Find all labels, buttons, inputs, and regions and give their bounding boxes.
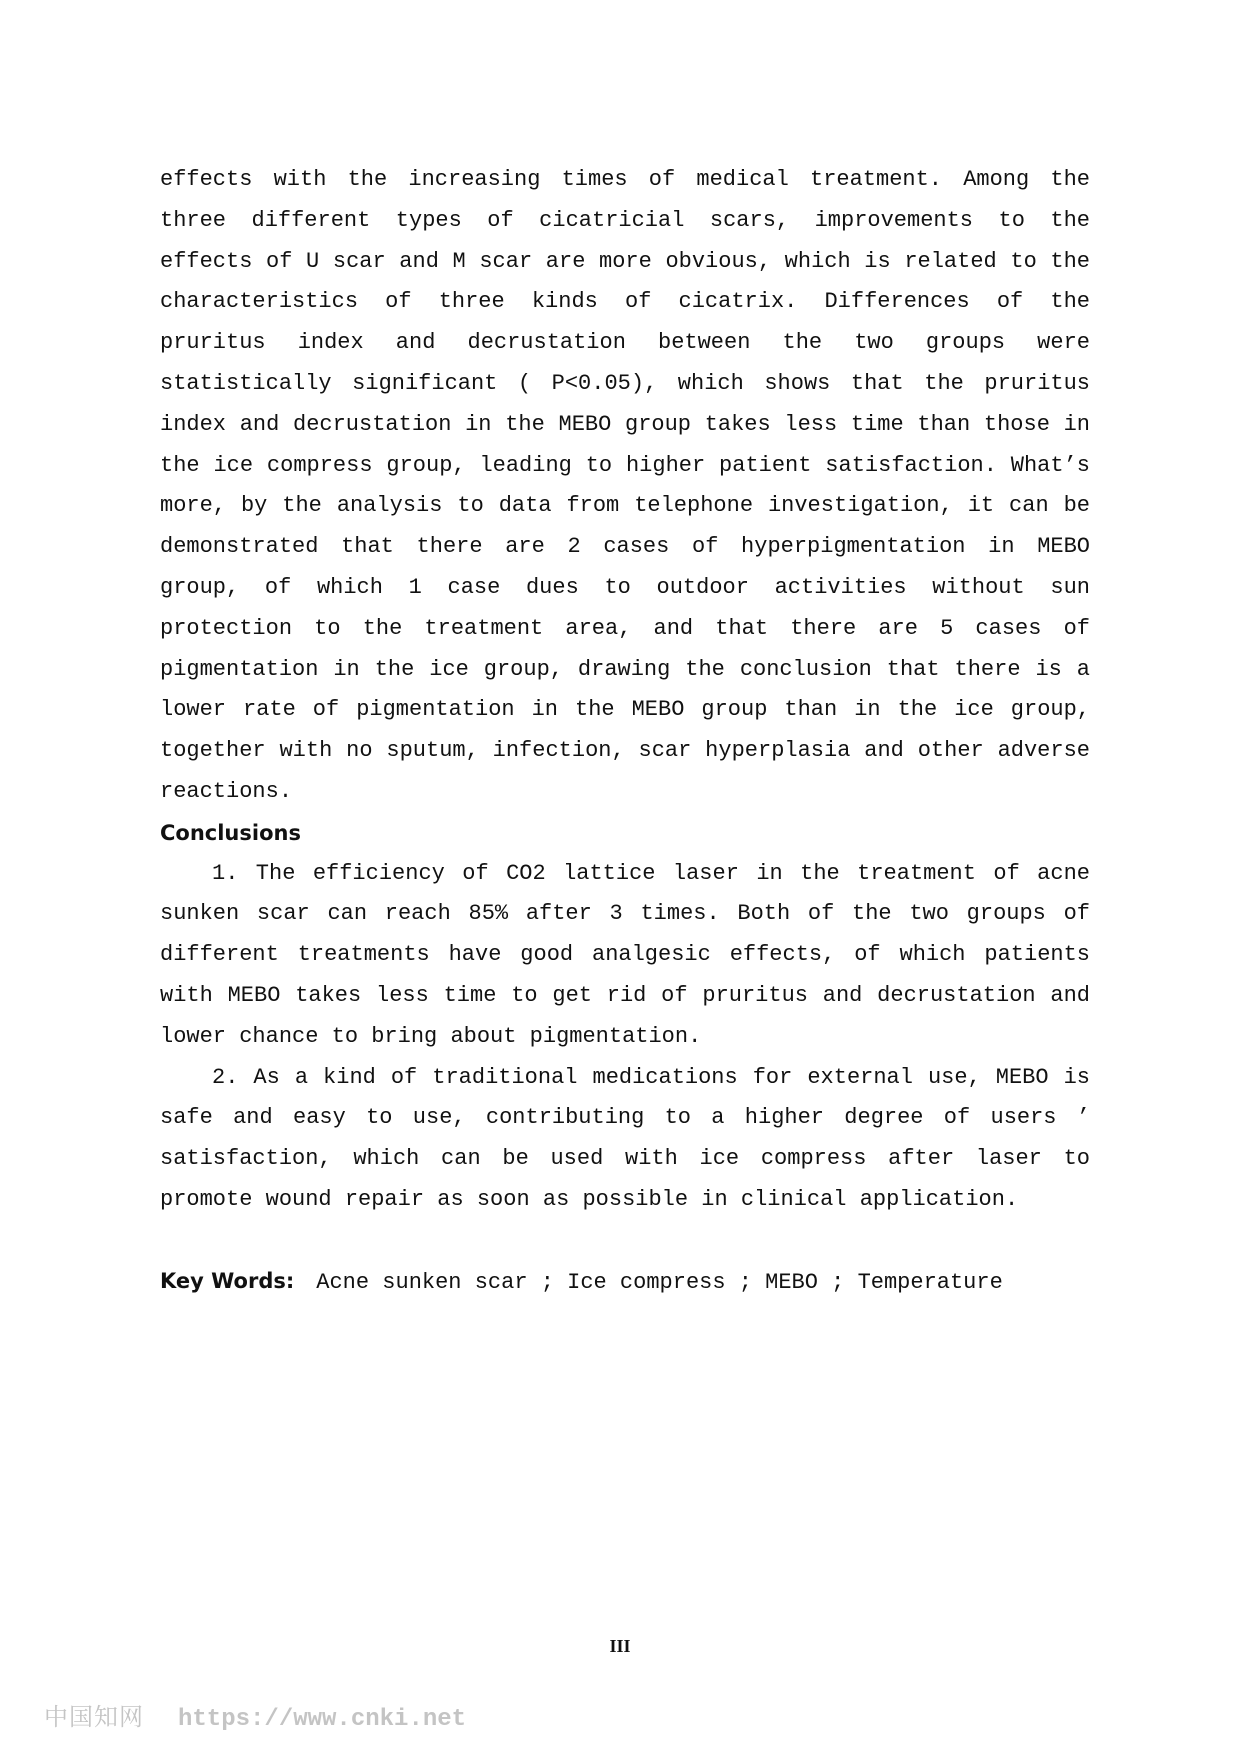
keywords-label: Key Words: [160,1268,295,1293]
keywords-line [160,1261,1090,1304]
conclusion-item-2: 2. As a kind of traditional medications for external use, MEBO is safe and easy to use, contributing to a higher degree of users ’ satisfaction, which can be used with ice compress after laser to promote wound repair as soon as possible in clinical application. [160,1064,1090,1212]
watermark-url: https://www.cnki.net [178,1706,467,1733]
cnki-watermark [44,1697,466,1733]
abstract-body [160,160,1090,1304]
page-number: III [609,1636,631,1656]
results-paragraph: effects with the increasing times of medical treatment. Among the three different types of cicatricial scars, improvements to the effects of U scar and M scar are more obvious, which is related to the characteristics of three kinds of cicatrix. Differences of the pruritus index and decrustation between the two groups were statistically significant ( P<0.05), which shows that the pruritus index and decrustation in the MEBO group takes less time than those in the ice compress group, leading to higher patient satisfaction. What’s more, by the analysis to data from telephone investigation, it can be demonstrated that there are 2 cases of hyperpigmentation in MEBO group, of which 1 case dues to outdoor activities without sun protection to the treatment area, and that there are 5 cases of pigmentation in the ice group, drawing the conclusion that there is a lower rate of pigmentation in the MEBO group than in the ice group, together with no sputum, infection, scar hyperplasia and other adverse reactions. [160,167,1090,804]
keywords-text: Acne sunken scar ; Ice compress ; MEBO ; Temperature [316,1269,1003,1295]
watermark-brand: 中国知网 [44,1703,144,1731]
conclusion-item-1: 1. The efficiency of CO2 lattice laser in the treatment of acne sunken scar can reach 85% after 3 times. Both of the two groups of different treatments have good analgesic effects, of which patients with MEBO takes less time to get rid of pruritus and decrustation and lower chance to bring about pigmentation. [160,860,1090,1049]
conclusions-heading: Conclusions [160,820,301,845]
